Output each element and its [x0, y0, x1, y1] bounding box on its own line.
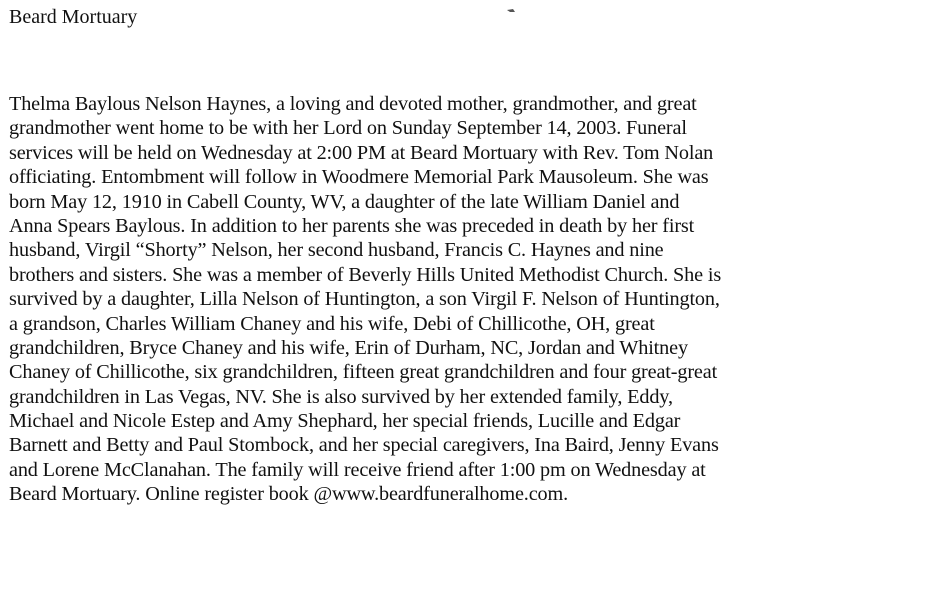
body-line: Chaney of Chillicothe, six grandchildren, fifteen great grandchildren and four great-great [9, 361, 718, 384]
body-line: born May 12, 1910 in Cabell County, WV, a daughter of the late William Daniel and [9, 190, 680, 213]
body-line: Anna Spears Baylous. In addition to her parents she was preceded in death by her first [9, 214, 695, 237]
body-line: grandchildren in Las Vegas, NV. She is also survived by her extended family, Eddy, [9, 385, 673, 408]
body-line: Thelma Baylous Nelson Haynes, a loving and devoted mother, grandmother, and great [9, 93, 697, 115]
body-line: and Lorene McClanahan. The family will receive friend after 1:00 pm on Wednesday at [9, 458, 706, 481]
body-line: Barnett and Betty and Paul Stombock, and her special caregivers, Ina Baird, Jenny Evans [9, 434, 719, 457]
body-line: husband, Virgil “Shorty” Nelson, her second husband, Francis C. Haynes and nine [9, 239, 664, 262]
body-line: grandchildren, Bryce Chaney and his wife, Erin of Durham, NC, Jordan and Whitney [9, 336, 688, 359]
body-line: survived by a daughter, Lilla Nelson of Huntington, a son Virgil F. Nelson of Huntington, [9, 288, 720, 311]
body-line: grandmother went home to be with her Lord on Sunday September 14, 2003. Funeral [9, 117, 687, 140]
document-heading: Beard Mortuary [9, 6, 138, 28]
obituary-body [9, 92, 941, 507]
body-line: officiating. Entombment will follow in Woodmere Memorial Park Mausoleum. She was [9, 166, 709, 189]
body-line: services will be held on Wednesday at 2:00 PM at Beard Mortuary with Rev. Tom Nolan [9, 141, 714, 164]
body-line: Michael and Nicole Estep and Amy Shephard, her special friends, Lucille and Edgar [9, 410, 681, 433]
body-line: Beard Mortuary. Online register book @www.beardfuneralhome.com. [9, 483, 569, 506]
body-line: brothers and sisters. She was a member of Beverly Hills United Methodist Church. She is [9, 263, 722, 286]
body-line: a grandson, Charles William Chaney and his wife, Debi of Chillicothe, OH, great [9, 312, 655, 335]
scan-speck [506, 8, 516, 14]
